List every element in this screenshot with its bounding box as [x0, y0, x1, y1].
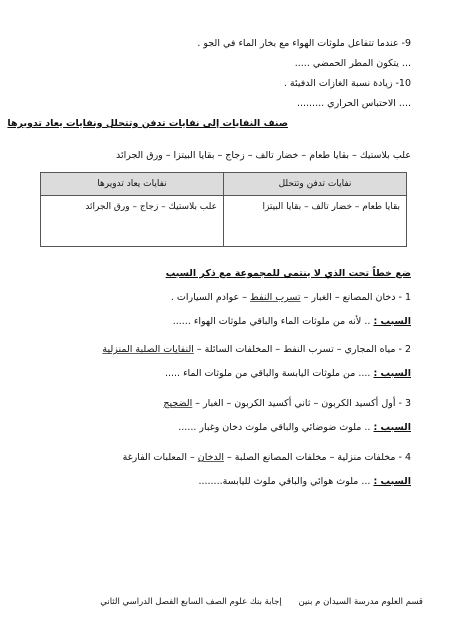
footer-department: قسم العلوم مدرسة السيدان م بنين: [298, 597, 423, 607]
footer-description: إجابة بنك علوم الصف السابع الفصل الدراسي الثاني: [100, 597, 282, 607]
column-header-recycled: نفايات يعاد تدويرها: [41, 173, 224, 196]
question-number: 4 -: [398, 452, 411, 463]
cause-label: السبب :: [373, 368, 411, 379]
cause-text: ... ملوث هوائي والباقي ملوث لليابسة........: [198, 476, 371, 487]
odd-one-out-heading: ضع خطاً تحت الذي لا ينتمي للمجموعة مع ذكر السبب: [165, 268, 411, 279]
cause-label: السبب :: [373, 476, 411, 487]
q9-answer: ... يتكون المطر الحمضي .....: [294, 58, 411, 69]
odd-question-2: [102, 344, 411, 356]
odd-item: تسرب النفط: [250, 292, 301, 303]
cell-buried-waste: بقايا طعام – خضار تالف – بقايا البيتزا: [224, 196, 407, 247]
question-items: مياه المجاري – تسرب النفط – المخلفات السائلة –: [193, 344, 396, 355]
cause-3: [178, 422, 411, 434]
page-footer: [18, 597, 423, 607]
question-items: أول أكسيد الكربون – ثاني أكسيد الكربون – الغبار –: [192, 398, 396, 409]
odd-item: الدخان: [197, 452, 225, 463]
classify-items: علب بلاستيك – بقايا طعام – خضار تالف – زجاج – بقايا البيتزا – ورق الجرائد: [116, 150, 411, 161]
question-items-end: – المعلبات الفارغة: [122, 452, 198, 463]
odd-question-4: [123, 452, 411, 464]
cause-label: السبب :: [373, 316, 411, 327]
question-number: 3 -: [398, 398, 411, 409]
cause-1: [173, 316, 411, 328]
question-number: 1 -: [398, 292, 411, 303]
question-number: 2 -: [398, 344, 411, 355]
question-items: دخان المصانع – الغبار –: [300, 292, 396, 303]
cause-label: السبب :: [373, 422, 411, 433]
q10-statement: 10- زيادة نسبة الغازات الدفيئة .: [283, 78, 411, 89]
question-items: مخلفات منزلية – مخلفات المصانع الصلبة –: [224, 452, 396, 463]
odd-question-3: [163, 398, 411, 410]
cause-text: .. ملوث ضوضائي والباقي ملوث دخان وغبار ......: [178, 422, 371, 433]
odd-item: الضجيج: [163, 398, 193, 409]
odd-item: النفايات الصلبة المنزلية: [102, 344, 194, 355]
classify-heading: صنف النفايات إلى نفايات تدفن وتتحلل ونفايات يعاد تدويرها: [7, 118, 288, 129]
waste-classification-table: [40, 172, 407, 247]
cause-text: .... من ملوثات اليابسة والباقي من ملوثات الماء .....: [164, 368, 371, 379]
cell-recycled-waste: علب بلاستيك – زجاج – ورق الجرائد: [41, 196, 224, 247]
q10-answer: .... الاحتباس الحراري .........: [296, 98, 411, 109]
cause-2: [165, 368, 411, 380]
cause-4: [198, 476, 411, 488]
q9-statement: 9- عندما تتفاعل ملوثات الهواء مع بخار الماء في الجو .: [197, 38, 411, 49]
question-items-end: – عوادم السيارات .: [170, 292, 250, 303]
cause-text: .. لأنه من ملوثات الماء والباقي ملوثات الهواء ......: [172, 316, 371, 327]
column-header-buried: نفايات تدفن وتتحلل: [224, 173, 407, 196]
odd-question-1: [171, 292, 411, 304]
